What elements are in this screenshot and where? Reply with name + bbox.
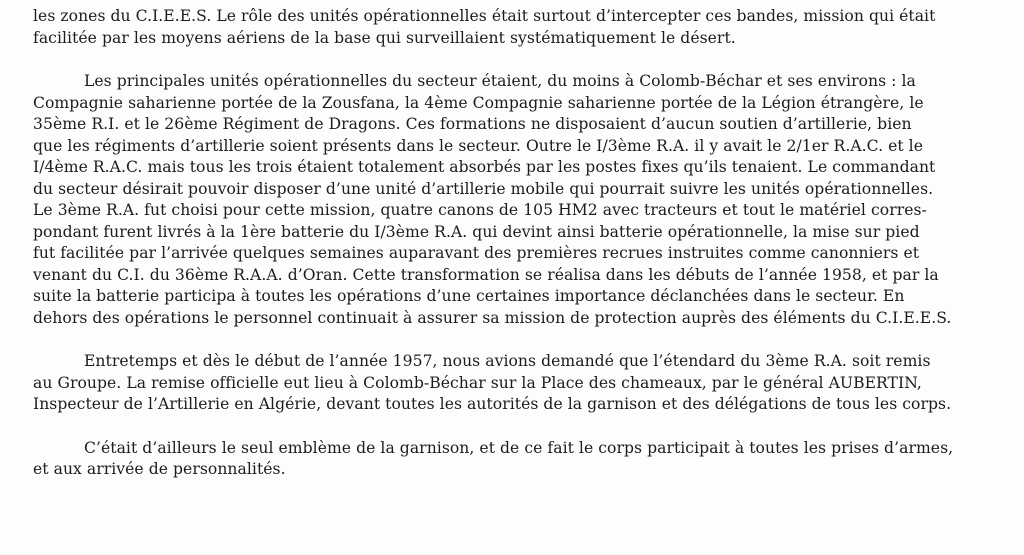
text-line: 35ème R.I. et le 26ème Régiment de Dragons. Ces formations ne disposaient d’aucun soutien d’artillerie, bien: [33, 115, 912, 133]
paragraph-standard-ceremony: [33, 351, 1008, 416]
document-page: [33, 6, 1008, 503]
text-line: facilitée par les moyens aériens de la base qui surveillaient systématiquement le désert.: [33, 28, 736, 47]
text-line: dehors des opérations le personnel continuait à assurer sa mission de protection auprès des éléments du C.I.E.E.S.: [33, 308, 952, 327]
text-line: fut facilitée par l’arrivée quelques semaines auparavant des premières recrues instruites comme canonniers et: [33, 244, 920, 262]
paragraph-garrison-emblem: [33, 438, 1008, 481]
text-line: Entretemps et dès le début de l’année 1957, nous avions demandé que l’étendard du 3ème R.A. soit remis: [84, 352, 931, 370]
text-line: pondant furent livrés à la 1ère batterie du I/3ème R.A. qui devint ainsi batterie opérationnelle, la mise sur pied: [33, 222, 920, 241]
text-line: suite la batterie participa à toutes les opérations d’une certaines importance déclanchées dans le secteur. En: [33, 287, 905, 305]
text-line: du secteur désirait pouvoir disposer d’une unité d’artillerie mobile qui pourrait suivre les unités opérationnelles.: [33, 179, 934, 198]
text-line: I/4ème R.A.C. mais tous les trois étaient totalement absorbés par les postes fixes qu’ils tenaient. Le commandant: [33, 158, 936, 176]
text-line: venant du C.I. du 36ème R.A.A. d’Oran. Cette transformation se réalisa dans les débuts de l’année 1958, et par la: [33, 265, 939, 284]
paragraph-operational-units: [33, 71, 1008, 329]
text-line: Inspecteur de l’Artillerie en Algérie, devant toutes les autorités de la garnison et des délégations de tous les corps.: [33, 395, 952, 413]
text-line: Le 3ème R.A. fut choisi pour cette mission, quatre canons de 105 HM2 avec tracteurs et tout le matériel corres-: [33, 201, 927, 219]
paragraph-intercept-mission: [33, 6, 1008, 49]
text-line: C’était d’ailleurs le seul emblème de la garnison, et de ce fait le corps participait à toutes les prises d’armes,: [84, 438, 954, 457]
text-line: au Groupe. La remise officielle eut lieu à Colomb-Béchar sur la Place des chameaux, par le général AUBERTIN,: [33, 373, 922, 392]
text-line: Les principales unités opérationnelles du secteur étaient, du moins à Colomb-Béchar et ses environs : la: [84, 72, 916, 90]
text-line: que les régiments d’artillerie soient présents dans le secteur. Outre le I/3ème R.A. il y avait le 2/1er R.A.C. et le: [33, 136, 923, 155]
text-line: Compagnie saharienne portée de la Zousfana, la 4ème Compagnie saharienne portée de la Légion étrangère, le: [33, 93, 924, 112]
text-line: les zones du C.I.E.E.S. Le rôle des unités opérationnelles était surtout d’intercepter ces bandes, mission qui était: [33, 7, 936, 25]
text-line: et aux arrivée de personnalités.: [33, 460, 286, 478]
